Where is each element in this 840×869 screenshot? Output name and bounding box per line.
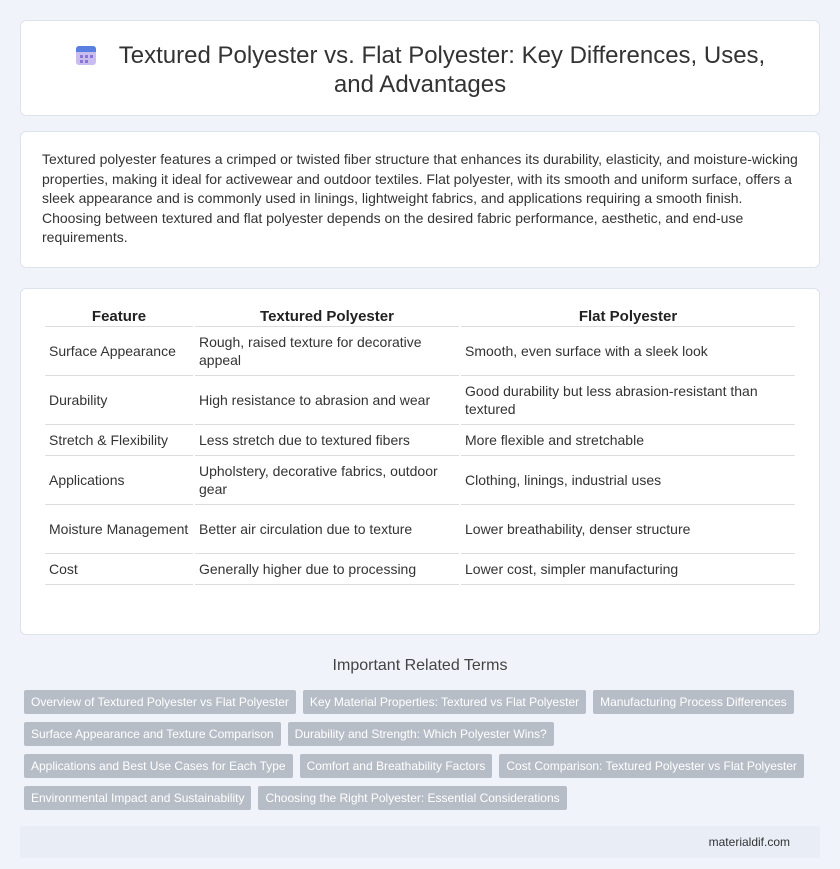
table-cell: Durability [45,376,193,425]
table-cell: Less stretch due to textured fibers [195,425,459,456]
related-term-link[interactable]: Comfort and Breathability Factors [300,754,493,778]
column-header-flat: Flat Polyester [461,301,795,327]
table-row [45,425,795,456]
footer [20,826,820,858]
table-cell: Lower cost, simpler manufacturing [461,554,795,585]
table-row [45,327,795,376]
related-term-link[interactable]: Choosing the Right Polyester: Essential Considerations [258,786,566,810]
table-cell: Stretch & Flexibility [45,425,193,456]
header-card [20,20,820,116]
table-row [45,376,795,425]
related-term-link[interactable]: Key Material Properties: Textured vs Flat Polyester [303,690,586,714]
table-row [45,505,795,554]
calendar-icon [75,44,97,66]
table-cell: Better air circulation due to texture [195,505,459,554]
table-cell: Generally higher due to processing [195,554,459,585]
table-row [45,554,795,585]
footer-site-link[interactable]: materialdif.com [708,835,790,849]
related-term-link[interactable]: Applications and Best Use Cases for Each Type [24,754,293,778]
related-terms-list [24,690,816,810]
comparison-table [43,301,797,585]
comparison-card [20,288,820,635]
table-cell: More flexible and stretchable [461,425,795,456]
related-term-link[interactable]: Manufacturing Process Differences [593,690,794,714]
intro-card [20,131,820,268]
column-header-textured: Textured Polyester [195,301,459,327]
table-cell: Lower breathability, denser structure [461,505,795,554]
page-title-text: Textured Polyester vs. Flat Polyester: Key Differences, Uses, and Advantages [118,42,766,98]
related-term-link[interactable]: Overview of Textured Polyester vs Flat Polyester [24,690,296,714]
intro-paragraph: Textured polyester features a crimped or twisted fiber structure that enhances its durability, elasticity, and moisture-wicking properties, making it ideal for activewear and outdoor textiles. Flat polyester, with its smooth and uniform surface, offers a sleek appearance and is commonly used in linings, lightweight fabrics, and applications requiring a smooth finish. Choosing between textured and flat polyester depends on the desired fabric performance, aesthetic, and end-use requirements. [42,151,798,246]
related-term-link[interactable]: Surface Appearance and Texture Comparison [24,722,281,746]
table-cell: Smooth, even surface with a sleek look [461,327,795,376]
table-cell: Good durability but less abrasion-resistant than textured [461,376,795,425]
related-term-link[interactable]: Environmental Impact and Sustainability [24,786,251,810]
table-cell: Rough, raised texture for decorative appeal [195,327,459,376]
table-cell: Upholstery, decorative fabrics, outdoor gear [195,456,459,505]
table-header-row [45,301,795,327]
table-cell: Moisture Management [45,505,193,554]
table-cell: Applications [45,456,193,505]
table-row [45,456,795,505]
related-term-link[interactable]: Cost Comparison: Textured Polyester vs Flat Polyester [499,754,804,778]
related-terms-heading: Important Related Terms [332,657,508,674]
related-term-link[interactable]: Durability and Strength: Which Polyester Wins? [288,722,554,746]
table-cell: High resistance to abrasion and wear [195,376,459,425]
column-header-feature: Feature [45,301,193,327]
table-cell: Surface Appearance [45,327,193,376]
page-title [61,41,779,99]
table-cell: Clothing, linings, industrial uses [461,456,795,505]
table-cell: Cost [45,554,193,585]
